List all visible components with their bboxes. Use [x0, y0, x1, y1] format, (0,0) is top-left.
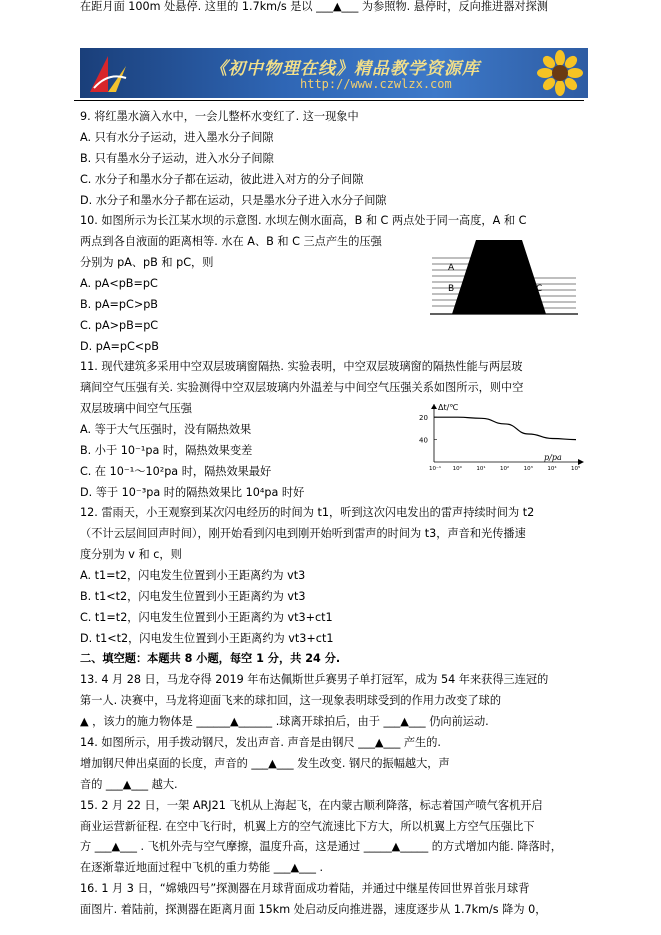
text-line: 璃间空气压强有关. 实验测得中空双层玻璃内外温差与中间空气压强关系如图所示，则中空: [80, 381, 524, 394]
text-line: 度分别为 v 和 c，则: [80, 548, 182, 561]
text-line: 14. 如图所示，用手拨动钢尺，发出声音. 声音是由钢尺 ___▲___ 产生的.: [80, 736, 441, 749]
text-line: C. pA>pB=pC: [80, 319, 159, 332]
pressure-temperature-chart: [418, 398, 590, 472]
header-url[interactable]: http://www.czwlzx.com: [300, 77, 452, 91]
text-line: A. 只有水分子运动，进入墨水分子间隙: [80, 131, 274, 144]
x-tick-label: 10³: [523, 466, 533, 472]
text-line: D. pA=pC<pB: [80, 340, 159, 353]
text-line: C. t1=t2，闪电发生位置到小王距离约为 vt3+ct1: [80, 611, 333, 624]
point-a-label: A: [448, 263, 455, 273]
text-line: 两点到各自液面的距离相等. 水在 A、B 和 C 三点产生的压强: [80, 235, 382, 248]
text-line: 16. 1 月 3 日，“嫦娥四号”探测器在月球背面成功着陆，并通过中继星传回世界首张月球背: [80, 882, 530, 895]
y-axis-arrow: [431, 404, 437, 409]
text-line: 12. 雷雨天，小王观察到某次闪电经历的时间为 t1，听到这次闪电发出的雷声持续时间为 t2: [80, 506, 535, 519]
text-line: 双层玻璃中间空气压强: [80, 402, 192, 415]
text-line: 增加钢尺伸出桌面的长度，声音的 ___▲___ 发生改变. 钢尺的振幅越大，声: [80, 757, 450, 770]
x-axis-arrow: [578, 459, 584, 465]
temperature-difference-curve: [434, 417, 576, 439]
y-tick-label: 40: [419, 436, 428, 445]
text-line: 在逐渐靠近地面过程中飞机的重力势能 ___▲___ .: [80, 861, 324, 874]
text-line: （不计云层间回声时间），刚开始看到闪电到刚开始听到雷声的时间为 t3，声音和光传播速: [80, 527, 526, 540]
text-line: ▲ ，该力的施力物体是 ______▲______ .球离开球拍后，由于 ___▲___ 仍向前运动.: [80, 715, 489, 728]
text-line: C. 水分子和墨水分子都在运动，彼此进入对方的分子间隙: [80, 173, 364, 186]
text-line: 分别为 pA、pB 和 pC，则: [80, 256, 214, 269]
text-line: 11. 现代建筑多采用中空双层玻璃窗隔热. 实验表明，中空双层玻璃窗的隔热性能与两层玻: [80, 360, 523, 373]
text-line: 商业运营新征程. 在空中飞行时，机翼上方的空气流速比下方大，所以机翼上方空气压强比下: [80, 820, 535, 833]
x-tick-label: 10⁵: [571, 466, 581, 472]
text-line: 音的 ___▲___ 越大.: [80, 778, 178, 791]
header-title: 《初中物理在线》精品教学资源库: [210, 59, 480, 79]
text-line: 15. 2 月 22 日，一架 ARJ21 飞机从上海起飞，在内蒙古顺利降落，标志着国产喷气客机开启: [80, 799, 543, 812]
text-line: 方 ___▲___ . 飞机外壳与空气摩擦，温度升高，这是通过 _____▲_____ 的方式增加内能. 降落时，: [80, 840, 562, 853]
text-line: C. 在 10⁻¹～10²pa 时，隔热效果最好: [80, 465, 272, 478]
y-tick-label: 20: [419, 414, 428, 423]
text-line: B. pA=pC>pB: [80, 298, 158, 311]
text-line: 13. 4 月 28 日，马龙夺得 2019 年布达佩斯世乒赛男子单打冠军，成为 54 年来获得三连冠的: [80, 673, 549, 686]
text-line: A. pA<pB=pC: [80, 277, 158, 290]
text-line: 10. 如图所示为长江某水坝的示意图. 水坝左侧水面高，B 和 C 两点处于同一高度，A 和 C: [80, 214, 527, 227]
text-line: D. 水分子和墨水分子都在运动，只是墨水分子进入水分子间隙: [80, 194, 387, 207]
text-line: 二、填空题：本题共 8 小题，每空 1 分，共 24 分.: [80, 652, 341, 665]
x-tick-label: 10⁴: [547, 466, 557, 472]
text-line: 在距月面 100m 处悬停. 这里的 1.7km/s 是以 ___▲___ 为参照物. 悬停时，反向推进器对探测: [80, 0, 548, 13]
text-line: 第一人. 决赛中，马龙将迎面飞来的球扣回，这一现象表明球受到的作用力改变了球的: [80, 694, 502, 707]
x-tick-label: 10⁻¹: [429, 466, 442, 472]
dam-figure: [430, 236, 578, 316]
text-line: A. 等于大气压强时，没有隔热效果: [80, 423, 252, 436]
text-line: D. 等于 10⁻³pa 时的隔热效果比 10⁴pa 时好: [80, 486, 305, 499]
text-line: B. t1<t2，闪电发生位置到小王距离约为 vt3: [80, 590, 306, 603]
text-line: D. t1<t2，闪电发生位置到小王距离约为 vt3+ct1: [80, 632, 334, 645]
text-line: 9. 将红墨水滴入水中，一会儿整杯水变红了. 这一现象中: [80, 110, 359, 123]
text-line: B. 小于 10⁻¹pa 时，隔热效果变差: [80, 444, 253, 457]
sunflower-icon: [536, 50, 584, 96]
header-banner: [80, 48, 588, 98]
point-b-label: B: [448, 284, 455, 294]
x-axis-label: p/pa: [544, 453, 562, 462]
x-tick-label: 10²: [500, 466, 510, 472]
x-tick-label: 10¹: [476, 466, 486, 472]
text-line: A. t1=t2，闪电发生位置到小王距离约为 vt3: [80, 569, 306, 582]
point-c-label: C: [536, 284, 543, 294]
header-rule: [74, 100, 584, 101]
text-line: B. 只有墨水分子运动，进入水分子间隙: [80, 152, 274, 165]
y-axis-label: Δt/℃: [438, 403, 459, 412]
text-line: 面图片. 着陆前，探测器在距离月面 15km 处启动反向推进器，速度逐步从 1.7km/s 降为 0，: [80, 903, 547, 916]
logo-icon: [86, 52, 130, 94]
x-tick-label: 10⁰: [452, 466, 462, 472]
